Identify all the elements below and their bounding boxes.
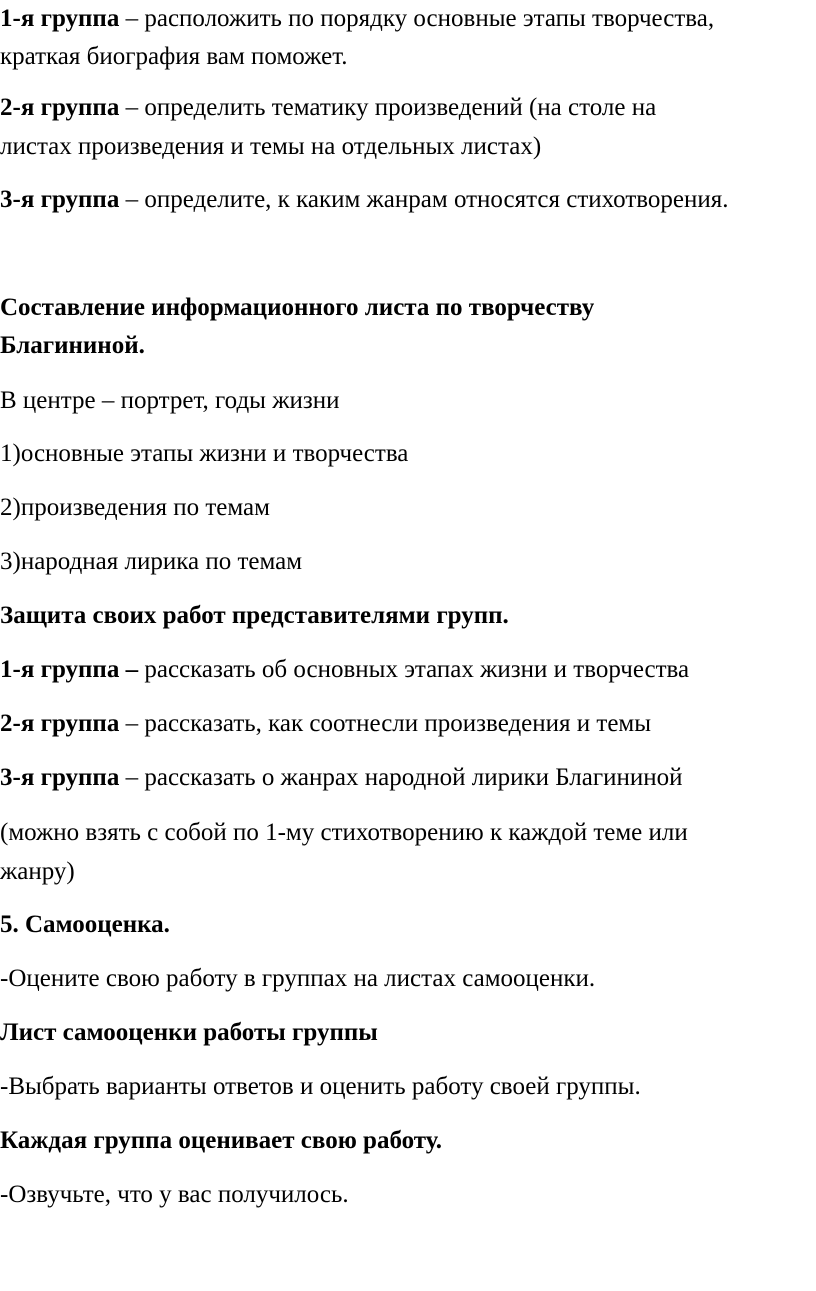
defense-heading: Защита своих работ представителями групп. — [0, 602, 509, 629]
self-assessment-sheet-heading: Лист самооценки работы группы — [0, 1019, 378, 1046]
info-sheet-item: В центре – портрет, годы жизни — [0, 387, 340, 414]
defense-group-1-label: 1-я группа – — [0, 656, 139, 683]
defense-group-1: 1-я группа – рассказать об основных этапах жизни и творчества — [0, 656, 690, 683]
group-3-label: 3-я группа — [0, 186, 120, 213]
info-sheet-heading-line-2: Благининой. — [0, 332, 145, 359]
defense-note-line-1: (можно взять с собой по 1-му стихотворению к каждой теме или — [0, 819, 688, 846]
group-2-label: 2-я группа — [0, 94, 120, 121]
group-assessment-heading: Каждая группа оценивает свою работу. — [0, 1127, 442, 1154]
group-2-task-text: – определить тематику произведений (на столе на — [119, 94, 657, 121]
group-3-task-text: – определите, к каким жанрам относятся стихотворения. — [119, 186, 729, 213]
defense-group-2: 2-я группа – рассказать, как соотнесли произведения и темы — [0, 710, 652, 737]
group-1-label: 1-я группа — [0, 5, 120, 32]
self-assessment-instruction: -Оцените свою работу в группах на листах самооценки. — [0, 965, 596, 992]
info-sheet-item: 2)произведения по темам — [0, 494, 270, 521]
group-3-task-line-1 — [0, 183, 729, 217]
closing-instruction: -Озвучьте, что у вас получилось. — [0, 1181, 349, 1208]
defense-group-2-label: 2-я группа — [0, 710, 120, 737]
group-2-task-line-1 — [0, 91, 656, 125]
defense-group-3-label: 3-я группа — [0, 764, 120, 791]
defense-note-line-2: жанру) — [0, 858, 75, 885]
info-sheet-heading-line-1: Составление информационного листа по творчеству — [0, 294, 595, 321]
self-assessment-heading: 5. Самооценка. — [0, 911, 170, 938]
defense-group-3: 3-я группа – рассказать о жанрах народной лирики Благининой — [0, 764, 683, 791]
group-1-task-line-1 — [0, 2, 714, 36]
group-2-task-line-2: листах произведения и темы на отдельных листах) — [0, 133, 542, 160]
self-assessment-sheet-instruction: -Выбрать варианты ответов и оценить работу своей группы. — [0, 1073, 641, 1100]
group-1-task-line-2: краткая биография вам поможет. — [0, 43, 348, 70]
group-1-task-text: – расположить по порядку основные этапы творчества, — [119, 5, 715, 32]
info-sheet-item: 3)народная лирика по темам — [0, 548, 303, 575]
info-sheet-item: 1)основные этапы жизни и творчества — [0, 440, 409, 467]
